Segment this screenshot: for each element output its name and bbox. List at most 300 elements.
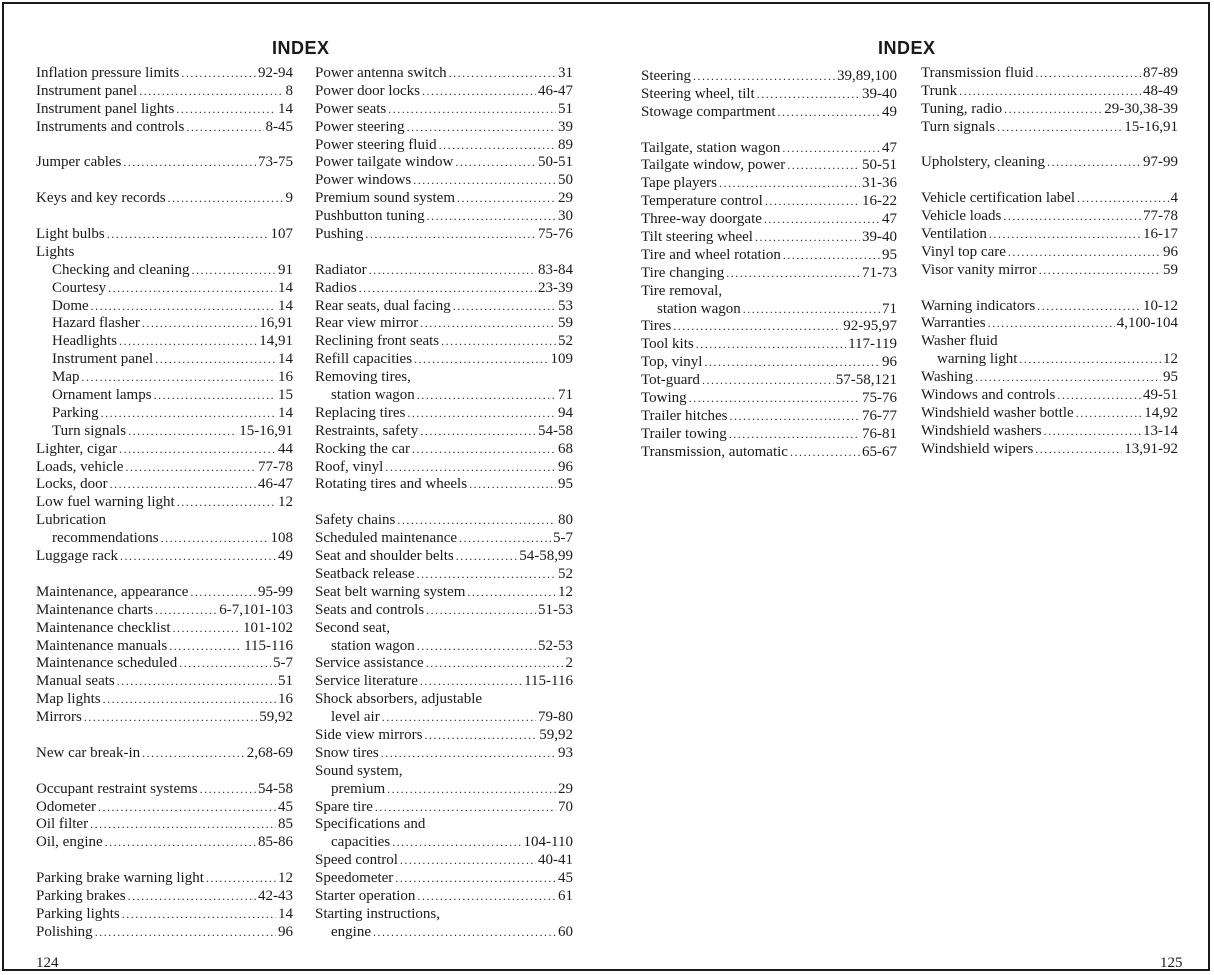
index-term: Refill capacities	[315, 351, 413, 368]
entry-gap	[315, 244, 573, 262]
dot-leader	[168, 190, 284, 208]
index-entry	[36, 190, 293, 208]
page-reference: 76-77	[862, 407, 897, 424]
entry-gap	[921, 172, 1178, 190]
index-term: Instrument panel	[52, 351, 154, 368]
page-reference: 108	[270, 530, 293, 547]
index-term: Maintenance manuals	[36, 637, 168, 654]
dot-leader	[176, 101, 276, 119]
index-term: Windshield washer bottle	[921, 404, 1074, 421]
index-entry	[36, 65, 293, 83]
dot-leader	[413, 172, 556, 190]
index-entry	[641, 193, 897, 211]
index-term: Reclining front seats	[315, 333, 440, 350]
page-reference: 47	[882, 211, 897, 228]
index-entry	[315, 906, 573, 924]
dot-leader	[107, 226, 269, 244]
index-term: Transmission fluid	[921, 65, 1034, 81]
dot-leader	[186, 119, 263, 137]
dot-leader	[177, 494, 276, 512]
index-term: Tape players	[641, 175, 717, 192]
index-term: Tool kits	[641, 336, 694, 353]
index-term: Windows and controls	[921, 387, 1056, 404]
page-reference: 95	[882, 246, 897, 263]
index-term: Rocking the car	[315, 440, 410, 457]
index-term: Starter operation	[315, 887, 416, 904]
index-term: Tilt steering wheel	[641, 229, 753, 246]
dot-leader	[95, 924, 276, 942]
index-entry	[641, 426, 897, 444]
index-entry	[36, 387, 293, 405]
index-entry	[315, 512, 573, 530]
dot-leader	[1003, 208, 1141, 226]
index-entry	[36, 494, 293, 512]
index-term: Warranties	[921, 315, 986, 332]
index-entry	[315, 190, 573, 208]
dot-leader	[155, 351, 276, 369]
page-reference: 97-99	[1143, 154, 1178, 171]
index-entry	[315, 476, 573, 494]
page-reference: 16	[278, 369, 293, 386]
dot-leader	[782, 140, 880, 158]
index-term: Top, vinyl	[641, 354, 703, 371]
index-term: Maintenance checklist	[36, 619, 171, 636]
page-reference: 91	[278, 261, 293, 278]
index-term: Maintenance, appearance	[36, 583, 189, 600]
page-reference: 51	[558, 100, 573, 117]
index-entry	[921, 262, 1178, 280]
page-reference: 31	[558, 65, 573, 81]
index-entry	[36, 226, 293, 244]
entry-gap	[36, 763, 293, 781]
index-entry	[315, 638, 573, 656]
index-term: Windshield washers	[921, 422, 1042, 439]
page-reference: 46-47	[258, 476, 293, 493]
dot-leader	[730, 408, 860, 426]
index-entry	[921, 333, 1178, 351]
index-entry	[315, 351, 573, 369]
index-entry	[36, 799, 293, 817]
index-term: Premium sound system	[315, 190, 456, 207]
page-reference: 16-17	[1143, 226, 1178, 243]
index-entry	[315, 602, 573, 620]
page-reference: 10-12	[1143, 297, 1178, 314]
index-term: Parking	[52, 404, 99, 421]
page-reference: 92-94	[258, 65, 293, 81]
index-term: Inflation pressure limits	[36, 65, 180, 81]
page-reference: 94	[558, 404, 573, 421]
dot-leader	[422, 83, 536, 101]
index-entry	[36, 441, 293, 459]
index-term: Transmission, automatic	[641, 443, 788, 460]
dot-leader	[1035, 65, 1141, 83]
dot-leader	[407, 119, 556, 137]
index-term: Vinyl top care	[921, 243, 1006, 260]
index-column-left-1	[36, 65, 293, 942]
index-term: recommendations	[52, 530, 159, 547]
index-entry	[315, 262, 573, 280]
dot-leader	[400, 852, 536, 870]
index-entry	[36, 781, 293, 799]
entry-gap	[36, 852, 293, 870]
index-term: Tires	[641, 318, 672, 335]
entry-gap	[36, 172, 293, 190]
index-term: Maintenance scheduled	[36, 655, 178, 672]
index-entry	[315, 745, 573, 763]
page-reference: 9	[285, 190, 293, 207]
index-entry	[315, 459, 573, 477]
index-entry	[315, 816, 573, 834]
page-reference: 77-78	[1143, 208, 1178, 225]
index-entry	[921, 65, 1178, 83]
dot-leader	[139, 83, 283, 101]
page-reference: 15	[278, 387, 293, 404]
index-entry	[641, 283, 897, 301]
index-entry	[921, 244, 1178, 262]
index-entry	[315, 781, 573, 799]
dot-leader	[755, 229, 860, 247]
dot-leader	[702, 372, 834, 390]
page-reference: 12	[278, 870, 293, 887]
index-entry	[36, 888, 293, 906]
index-entry	[921, 119, 1178, 137]
index-entry	[641, 444, 897, 462]
index-term: premium	[331, 780, 386, 797]
index-term: Instrument panel	[36, 82, 138, 99]
dot-leader	[1035, 441, 1122, 459]
dot-leader	[673, 318, 841, 336]
index-entry	[641, 336, 897, 354]
index-entry	[36, 101, 293, 119]
index-term: Lubrication	[36, 512, 106, 529]
page-reference: 80	[558, 512, 573, 529]
index-entry	[921, 190, 1178, 208]
dot-leader	[757, 86, 860, 104]
index-term: Rear view mirror	[315, 315, 419, 332]
index-term: Jumper cables	[36, 154, 122, 171]
index-term: Visor vanity mirror	[921, 261, 1037, 278]
dot-leader	[1057, 387, 1141, 405]
dot-leader	[1037, 298, 1141, 316]
index-entry	[36, 244, 293, 262]
page-reference: 60	[558, 923, 573, 940]
index-entry	[315, 298, 573, 316]
index-entry	[315, 441, 573, 459]
index-entry	[315, 83, 573, 101]
index-entry	[315, 405, 573, 423]
page-reference: 16	[278, 691, 293, 708]
page-reference: 95	[1163, 369, 1178, 386]
page-reference: 76-81	[862, 425, 897, 442]
page-reference: 77-78	[258, 458, 293, 475]
page-reference: 8-45	[265, 118, 293, 135]
page-reference: 14	[278, 279, 293, 296]
index-entry	[36, 745, 293, 763]
dot-leader	[787, 157, 860, 175]
dot-leader	[988, 315, 1115, 333]
dot-leader	[105, 834, 256, 852]
index-entry	[36, 154, 293, 172]
page-reference: 50-51	[862, 157, 897, 174]
index-entry	[315, 620, 573, 638]
page-reference: 39,89,100	[837, 68, 897, 84]
dot-leader	[200, 781, 256, 799]
page-reference: 44	[278, 440, 293, 457]
index-term: Power windows	[315, 172, 412, 189]
index-entry	[315, 423, 573, 441]
index-term: Loads, vehicle	[36, 458, 124, 475]
index-entry	[315, 530, 573, 548]
page-reference: 29-30,38-39	[1104, 100, 1178, 117]
index-entry	[921, 387, 1178, 405]
dot-leader	[420, 423, 536, 441]
dot-leader	[82, 369, 277, 387]
index-entry	[36, 620, 293, 638]
index-entry	[315, 172, 573, 190]
dot-leader	[456, 548, 518, 566]
page-reference: 53	[558, 297, 573, 314]
dot-leader	[173, 620, 241, 638]
index-entry	[315, 280, 573, 298]
page-reference: 96	[1163, 243, 1178, 260]
index-column-right-1	[641, 68, 897, 462]
index-term: capacities	[331, 834, 391, 851]
index-term: Luggage rack	[36, 548, 119, 565]
index-term: Steering	[641, 68, 691, 84]
index-term: Tire and wheel rotation	[641, 246, 781, 263]
dot-leader	[1019, 351, 1161, 369]
dot-leader	[120, 548, 276, 566]
index-term: Ornament lamps	[52, 387, 152, 404]
index-entry	[36, 512, 293, 530]
index-term: Locks, door	[36, 476, 108, 493]
dot-leader	[1004, 101, 1102, 119]
page-reference: 49-51	[1143, 387, 1178, 404]
index-entry	[36, 119, 293, 137]
page-reference: 14	[278, 404, 293, 421]
index-term: Windshield wipers	[921, 440, 1034, 457]
dot-leader	[119, 441, 276, 459]
index-term: Headlights	[52, 333, 117, 350]
dot-leader	[790, 444, 860, 462]
index-term: Tailgate, station wagon	[641, 139, 781, 156]
index-term: Washer fluid	[921, 333, 998, 350]
index-entry	[315, 924, 573, 942]
index-term: Map lights	[36, 691, 101, 708]
index-entry	[921, 369, 1178, 387]
page-reference: 4	[1170, 190, 1178, 207]
dot-leader	[395, 870, 556, 888]
page-reference: 29	[558, 190, 573, 207]
index-term: Specifications and	[315, 816, 426, 833]
dot-leader	[417, 387, 556, 405]
index-term: Service literature	[315, 673, 418, 690]
index-entry	[36, 673, 293, 691]
dot-leader	[453, 298, 556, 316]
index-term: Radios	[315, 279, 357, 296]
dot-leader	[719, 175, 860, 193]
left-page-title: INDEX	[272, 38, 330, 58]
dot-leader	[420, 315, 556, 333]
page-reference: 4,100-104	[1116, 315, 1178, 332]
index-entry	[641, 229, 897, 247]
page-reference: 39-40	[862, 85, 897, 102]
dot-leader	[122, 906, 276, 924]
dot-leader	[689, 390, 860, 408]
dot-leader	[382, 709, 536, 727]
index-entry	[315, 727, 573, 745]
index-term: Temperature control	[641, 193, 763, 210]
page-reference: 15-16,91	[239, 422, 293, 439]
page-reference: 96	[558, 458, 573, 475]
dot-leader	[206, 870, 276, 888]
dot-leader	[190, 584, 256, 602]
page-reference: 12	[278, 494, 293, 511]
index-term: Instrument panel lights	[36, 100, 175, 117]
dot-leader	[119, 333, 257, 351]
index-term: Tot-guard	[641, 372, 700, 389]
index-term: Parking brakes	[36, 887, 126, 904]
dot-leader	[169, 638, 242, 656]
left-page-number: 124	[36, 955, 59, 971]
index-term: Keys and key records	[36, 190, 166, 207]
index-entry	[315, 673, 573, 691]
dot-leader	[154, 387, 276, 405]
dot-leader	[469, 476, 556, 494]
page-reference: 6-7,101-103	[219, 601, 293, 618]
index-entry	[921, 405, 1178, 423]
index-entry	[315, 65, 573, 83]
dot-leader	[457, 190, 556, 208]
dot-leader	[459, 530, 551, 548]
page-reference: 54-58	[258, 780, 293, 797]
index-term: Tuning, radio	[921, 100, 1003, 117]
dot-leader	[441, 333, 556, 351]
index-term: Roof, vinyl	[315, 458, 384, 475]
page-reference: 117-119	[848, 336, 897, 353]
dot-leader	[181, 65, 256, 83]
index-entry	[641, 175, 897, 193]
index-entry	[641, 265, 897, 283]
index-term: Power steering	[315, 118, 405, 135]
index-term: Pushing	[315, 226, 364, 243]
page-reference: 23-39	[538, 279, 573, 296]
index-term: Oil filter	[36, 816, 89, 833]
index-entry	[921, 351, 1178, 369]
dot-leader	[417, 566, 556, 584]
index-entry	[315, 119, 573, 137]
index-term: Spare tire	[315, 798, 373, 815]
index-term: Manual seats	[36, 673, 115, 690]
index-term: station wagon	[331, 637, 415, 654]
index-entry	[36, 423, 293, 441]
index-term: Towing	[641, 390, 687, 407]
index-entry	[36, 816, 293, 834]
entry-gap	[36, 208, 293, 226]
index-term: Sound system,	[315, 762, 403, 779]
dot-leader	[191, 262, 276, 280]
index-entry	[36, 262, 293, 280]
right-page-number: 125	[1160, 955, 1183, 971]
index-term: engine	[331, 923, 371, 940]
page-reference: 96	[278, 923, 293, 940]
index-entry	[921, 101, 1178, 119]
index-term: Mirrors	[36, 709, 82, 726]
index-term: New car break-in	[36, 744, 141, 761]
index-entry	[641, 211, 897, 229]
page-reference: 71	[558, 387, 573, 404]
page-reference: 46-47	[538, 82, 573, 99]
index-entry	[315, 548, 573, 566]
dot-leader	[455, 154, 536, 172]
dot-leader	[161, 530, 269, 548]
dot-leader	[375, 799, 556, 817]
dot-leader	[142, 315, 257, 333]
dot-leader	[110, 476, 256, 494]
page-reference: 59	[1163, 261, 1178, 278]
index-term: station wagon	[657, 300, 741, 317]
index-term: Stowage compartment	[641, 103, 776, 120]
index-term: Seat belt warning system	[315, 583, 466, 600]
page-reference: 48-49	[1143, 82, 1178, 99]
index-term: Scheduled maintenance	[315, 530, 458, 547]
index-term: Occupant restraint systems	[36, 780, 198, 797]
index-term: Checking and cleaning	[52, 261, 190, 278]
page-reference: 8	[285, 82, 293, 99]
index-term: Parking lights	[36, 905, 120, 922]
page-reference: 75-76	[538, 226, 573, 243]
index-entry	[315, 154, 573, 172]
index-entry	[641, 247, 897, 265]
page-reference: 31-36	[862, 175, 897, 192]
index-entry	[641, 354, 897, 372]
page-reference: 42-43	[258, 887, 293, 904]
entry-gap	[36, 137, 293, 155]
index-entry	[315, 799, 573, 817]
index-term: warning light	[937, 351, 1018, 368]
page-reference: 14,92	[1144, 404, 1178, 421]
dot-leader	[103, 691, 276, 709]
index-entry	[315, 870, 573, 888]
index-term: Parking brake warning light	[36, 870, 204, 887]
dot-leader	[365, 226, 536, 244]
page-reference: 52	[558, 565, 573, 582]
index-term: Light bulbs	[36, 226, 105, 243]
index-entry	[315, 834, 573, 852]
index-entry	[641, 318, 897, 336]
dot-leader	[1076, 405, 1143, 423]
dot-leader	[417, 888, 556, 906]
dot-leader	[417, 638, 536, 656]
dot-leader	[387, 781, 556, 799]
page-reference: 45	[558, 870, 573, 887]
dot-leader	[439, 137, 556, 155]
page-reference: 15-16,91	[1124, 118, 1178, 135]
dot-leader	[729, 426, 860, 444]
entry-gap	[36, 566, 293, 584]
index-entry	[315, 226, 573, 244]
page-reference: 57-58,121	[835, 372, 897, 389]
index-entry	[641, 301, 897, 319]
index-entry	[641, 86, 897, 104]
page-reference: 5-7	[553, 530, 573, 547]
index-term: Low fuel warning light	[36, 494, 175, 511]
page-reference: 2	[565, 655, 573, 672]
page-reference: 49	[882, 103, 897, 120]
index-entry	[921, 154, 1178, 172]
index-term: Instruments and controls	[36, 118, 185, 135]
index-entry	[641, 140, 897, 158]
